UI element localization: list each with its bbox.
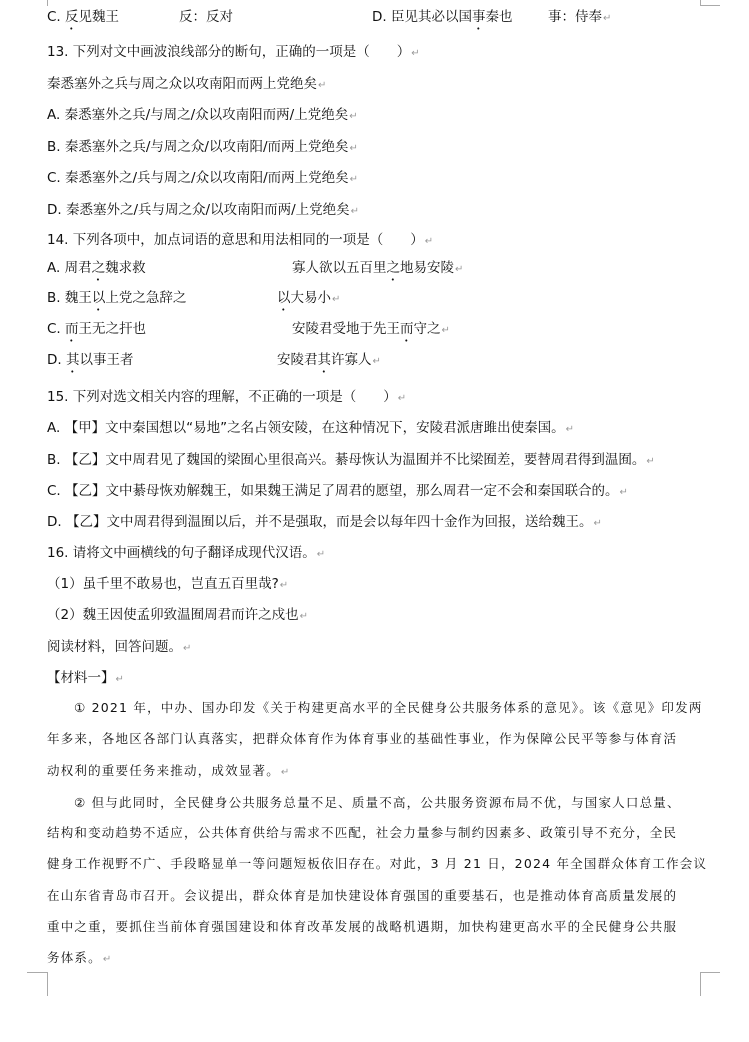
- q12-option-d[interactable]: [372, 8, 512, 33]
- paragraph-mark: ↵: [455, 264, 464, 275]
- text-segment: 安陵君: [277, 352, 318, 368]
- text-segment: 16. 请将文中画横线的句子翻译成现代汉语。: [47, 545, 316, 561]
- text-segment: 大易小: [290, 290, 331, 306]
- emphasized-word: 事: [471, 9, 486, 25]
- text-segment: C. 秦悉塞外之/兵与周之/众以攻南阳/而两上党绝矣: [47, 170, 349, 186]
- paragraph-mark: ↵: [441, 325, 450, 336]
- paragraph-mark: ↵: [411, 48, 420, 59]
- emphasized-word: 而: [400, 321, 414, 337]
- text-segment: 以事王者: [79, 352, 134, 368]
- q14-option-a[interactable]: [47, 259, 464, 284]
- text-segment: 魏求救: [105, 260, 146, 276]
- q13-stem: [47, 43, 420, 63]
- q13-sentence: [47, 75, 326, 95]
- text-segment: D. 秦悉塞外之/兵与周之众/以攻南阳而两/上党绝矣: [47, 202, 350, 218]
- text-segment: D.: [372, 9, 391, 25]
- text-segment: [277, 351, 381, 376]
- paragraph-mark: ↵: [619, 487, 628, 498]
- paragraph-mark: ↵: [349, 143, 358, 154]
- text-segment: 阅读材料，回答问题。: [47, 639, 182, 655]
- material-para2-line: 健身工作视野不广、手段略显单一等问题短板依旧存在。对此，3 月 21 日，2024 年全国群众体育工作会议: [47, 856, 708, 871]
- material-para2-line: 结构和变动趋势不适应，公共体育供给与需求不匹配，社会力量参与制约因素多、政策引导不充分，全民: [47, 825, 678, 840]
- text-segment: B. 【乙】文中周君见了魏国的梁囿心里很高兴。綦母恢认为温囿并不比梁囿差，要替周君得到温囿。: [47, 452, 646, 468]
- emphasized-word: 其: [65, 352, 80, 368]
- text-segment: 臣见其必以国: [390, 9, 472, 25]
- text-segment: 地易安陵: [400, 260, 454, 276]
- q12-option-c-d: [47, 8, 612, 33]
- paragraph-mark: ↵: [332, 294, 341, 305]
- paragraph-mark: ↵: [593, 518, 602, 529]
- q15-option-a[interactable]: [47, 419, 574, 439]
- text-segment: 魏王: [64, 290, 92, 306]
- text-segment: 14. 下列各项中，加点词语的意思和用法相同的一项是（ ）: [47, 232, 424, 248]
- text-segment: 秦悉塞外之兵与周之众以攻南阳而两上党绝矣: [47, 76, 317, 92]
- paragraph-mark: ↵: [299, 611, 308, 622]
- q13-option-a[interactable]: [47, 106, 358, 126]
- paragraph-mark: ↵: [372, 356, 381, 367]
- q12-option-c-gloss: 反：反对: [179, 9, 233, 25]
- text-segment: A.: [47, 260, 65, 276]
- emphasized-word: 反: [65, 9, 79, 25]
- text-segment: 寡人欲以五百里: [292, 260, 387, 276]
- paragraph-mark: ↵: [350, 206, 360, 217]
- emphasized-word: 其: [317, 352, 331, 368]
- emphasized-word: 以: [91, 290, 106, 306]
- text-segment: 秦也: [485, 9, 513, 25]
- material-para1-line: [47, 762, 291, 782]
- q15-option-b[interactable]: [47, 451, 655, 471]
- emphasized-word: 之: [386, 260, 400, 276]
- paragraph-mark: ↵: [279, 580, 289, 591]
- text-segment: 守之: [413, 321, 441, 337]
- paragraph-mark: ↵: [316, 549, 326, 560]
- q13-option-d[interactable]: [47, 201, 359, 221]
- paragraph-mark: ↵: [102, 954, 113, 965]
- paragraph-mark: ↵: [397, 393, 407, 404]
- paragraph-mark: ↵: [424, 236, 434, 247]
- emphasized-word: 之: [91, 260, 106, 276]
- text-segment: A. 秦悉塞外之兵/与周之/众以攻南阳而两/上党绝矣: [47, 107, 349, 123]
- emphasized-word: 而: [65, 321, 79, 337]
- q14-option-b[interactable]: [47, 289, 341, 314]
- q15-option-c[interactable]: [47, 482, 628, 502]
- text-segment: 许寡人: [331, 352, 372, 368]
- paragraph-mark: ↵: [646, 456, 655, 467]
- text-segment: C. 【乙】文中綦母恢劝解魏王，如果魏王满足了周君的愿望，那么周君一定不会和秦国联合的。: [47, 483, 619, 499]
- material-para2-line: 重中之重，要抓住当前体育强国建设和体育改革发展的战略机遇期，加快构建更高水平的全民健身公共服: [47, 919, 678, 934]
- text-segment: 13. 下列对文中画波浪线部分的断句，正确的一项是（ ）: [47, 44, 411, 60]
- paragraph-mark: ↵: [280, 767, 291, 778]
- text-segment: [292, 320, 450, 345]
- q14-option-d[interactable]: [47, 351, 381, 376]
- q13-option-c[interactable]: [47, 169, 358, 189]
- text-segment: A. 【甲】文中秦国想以“易地”之名占领安陵，在这种情况下，安陵君派唐雎出使秦国。: [47, 420, 565, 436]
- q15-stem: [47, 388, 406, 408]
- text-segment: 安陵君受地于先王: [292, 321, 400, 337]
- text-segment: 王无之扞也: [78, 321, 147, 337]
- paragraph-mark: ↵: [183, 643, 192, 654]
- q12-option-c[interactable]: [47, 9, 119, 25]
- material-para2-line: ② 但与此同时，全民健身公共服务总量不足、质量不高，公共服务资源布局不优，与国家人口总量、: [74, 795, 681, 810]
- text-segment: 15. 下列对选文相关内容的理解，不正确的一项是（ ）: [47, 389, 397, 405]
- paragraph-mark: ↵: [349, 174, 359, 185]
- q13-option-b[interactable]: [47, 138, 358, 158]
- q16-stem: [47, 544, 325, 564]
- material-para2-line: [47, 949, 112, 969]
- text-segment: 务体系。: [47, 950, 102, 965]
- text-segment: 上党之急辞之: [105, 290, 187, 306]
- text-segment: [277, 289, 340, 314]
- text-segment: [292, 259, 463, 284]
- emphasized-word: 以: [277, 290, 291, 306]
- text-segment: C.: [47, 9, 66, 25]
- paragraph-mark: ↵: [318, 80, 327, 91]
- q16-item-1: [47, 575, 288, 595]
- q15-option-d[interactable]: [47, 513, 602, 533]
- paragraph-mark: ↵: [565, 424, 574, 435]
- text-segment: D.: [47, 352, 66, 368]
- material-one-heading: [47, 669, 124, 689]
- paragraph-mark: ↵: [349, 111, 358, 122]
- reading-intro: [47, 638, 191, 658]
- text-segment: 见魏王: [78, 9, 120, 25]
- text-segment: 周君: [64, 260, 92, 276]
- paragraph-mark: ↵: [603, 13, 612, 24]
- material-para1-line: ① 2021 年，中办、国办印发《关于构建更高水平的全民健身公共服务体系的意见》。该《意见》印发两: [74, 700, 703, 715]
- text-segment: D. 【乙】文中周君得到温囿以后，并不是强取，而是会以每年四十金作为回报，送给魏王。: [47, 514, 593, 530]
- text-segment: B.: [47, 290, 65, 306]
- text-segment: 动权利的重要任务来推动，成效显著。: [47, 763, 280, 778]
- material-para1-line: 年多来，各地区各部门认真落实，把群众体育作为体育事业的基础性事业，作为保障公民平等参与体育活: [47, 731, 678, 746]
- q14-option-c[interactable]: [47, 320, 450, 345]
- text-segment: （1）虽千里不敢易也，岂直五百里哉?: [47, 576, 279, 592]
- text-segment: （2）魏王因使孟卯致温囿周君而许之戍也: [47, 607, 299, 623]
- text-segment: [548, 8, 611, 28]
- material-para2-line: 在山东省青岛市召开。会议提出，群众体育是加快建设体育强国的重要基石，也是推动体育高质量发展的: [47, 888, 678, 903]
- text-segment: C.: [47, 321, 66, 337]
- q14-stem: [47, 231, 433, 251]
- text-segment: 【材料一】: [47, 670, 115, 686]
- q12-option-d-gloss: 事：侍奉: [548, 9, 602, 25]
- q16-item-2: [47, 606, 308, 626]
- text-segment: B. 秦悉塞外之兵/与周之众/以攻南阳/而两上党绝矣: [47, 139, 349, 155]
- paragraph-mark: ↵: [115, 674, 124, 685]
